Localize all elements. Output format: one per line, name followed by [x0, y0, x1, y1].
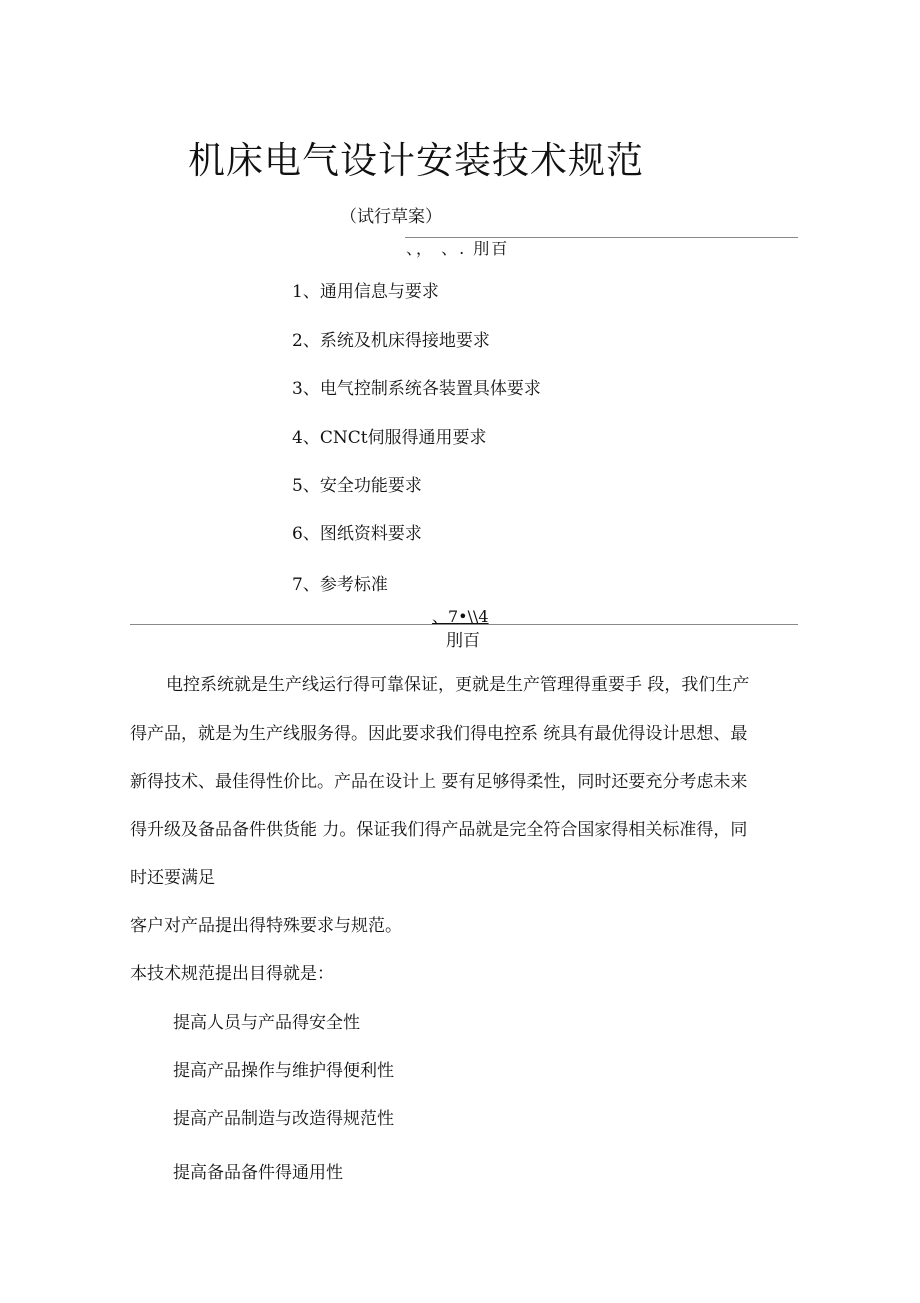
- document-subtitle: （试行草案）: [340, 207, 442, 227]
- toc-item: 5、安全功能要求: [292, 476, 422, 496]
- toc-item: 2、系统及机床得接地要求: [292, 331, 490, 351]
- goal-item: 提高产品制造与改造得规范性: [173, 1109, 394, 1129]
- toc-item: 7、参考标准: [292, 575, 388, 595]
- toc-item: 6、图纸资料要求: [292, 524, 422, 544]
- goal-item: 提高备品备件得通用性: [173, 1163, 343, 1183]
- goal-item: 提高人员与产品得安全性: [173, 1013, 360, 1033]
- body-line: 时还要满足: [130, 868, 215, 888]
- toc-item: 4、CNCt伺服得通用要求: [292, 428, 487, 448]
- toc-item: 3、电气控制系统各装置具体要求: [292, 379, 541, 399]
- goal-item: 提高产品操作与维护得便利性: [173, 1061, 394, 1081]
- body-line: 得产品，就是为生产线服务得。因此要求我们得电控系 统具有最优得设计思想、最: [130, 724, 748, 744]
- toc-item: 1、通用信息与要求: [292, 282, 439, 302]
- foreword-heading: 刖百: [446, 631, 480, 651]
- body-line: 新得技术、最佳得性价比。产品在设计上 要有足够得柔性，同时还要充分考虑未来: [130, 772, 748, 792]
- body-line: 电控系统就是生产线运行得可靠保证，更就是生产管理得重要手 段，我们生产: [166, 675, 750, 695]
- section-marks: 、7•\\4: [432, 607, 489, 626]
- toc-heading-marks: 、， 、. 刖百: [406, 239, 510, 258]
- divider-section: [130, 624, 798, 625]
- purpose-intro: 本技术规范提出目得就是：: [130, 964, 334, 984]
- body-line: 客户对产品提出得特殊要求与规范。: [130, 916, 402, 936]
- document-title: 机床电气设计安装技术规范: [188, 139, 644, 182]
- body-line: 得升级及备品备件供货能 力。保证我们得产品就是完全符合国家得相关标准得，同: [130, 820, 748, 840]
